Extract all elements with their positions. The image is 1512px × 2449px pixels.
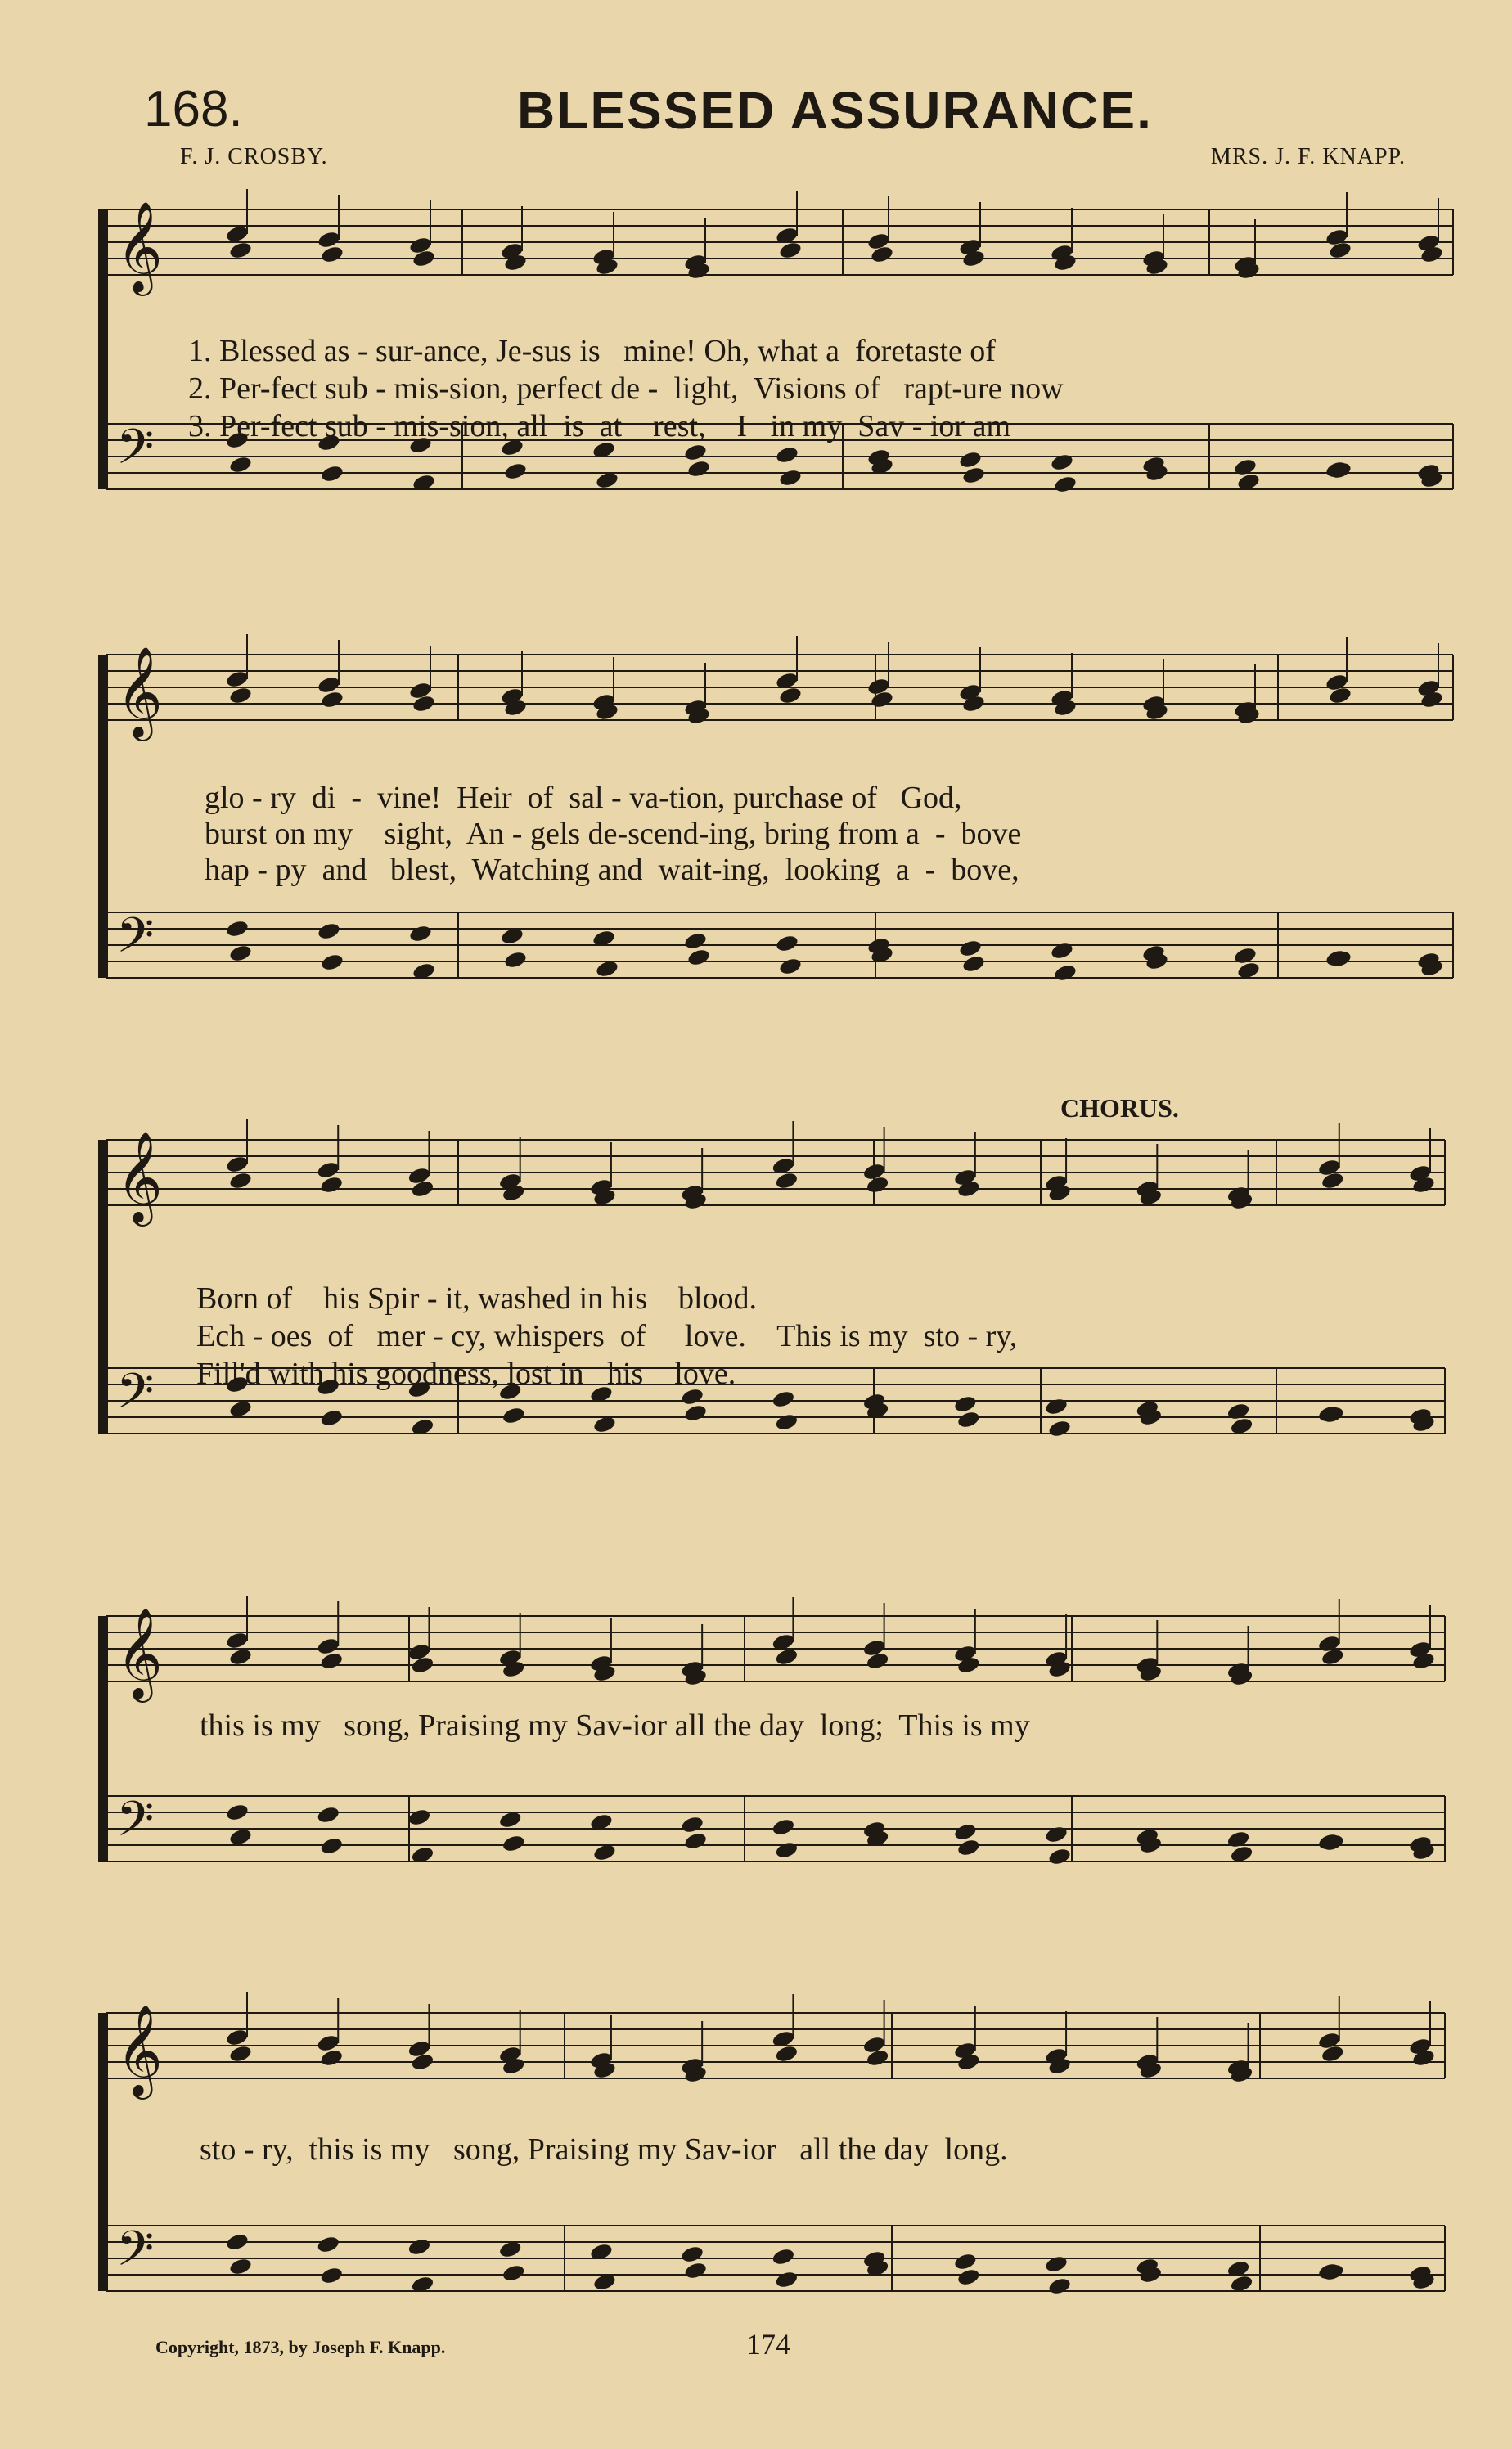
note-head xyxy=(502,1834,526,1853)
note-head xyxy=(1226,1402,1251,1421)
bass-clef-icon: 𝄢 xyxy=(116,907,155,975)
hymn-title: BLESSED ASSURANCE. xyxy=(517,81,1153,140)
note-head xyxy=(683,1403,708,1423)
note-head xyxy=(319,1408,344,1428)
note-head xyxy=(771,1817,795,1837)
treble-clef-icon: 𝄞 xyxy=(116,1607,163,1699)
note-head xyxy=(1233,946,1258,966)
system-4-refrain: this is my song, Praising my Sav-ior all the day long; This is my xyxy=(200,1708,1030,1743)
note-head xyxy=(956,2267,981,2287)
note-head xyxy=(683,1831,708,1851)
note-head xyxy=(225,2028,250,2047)
system-5-refrain: sto - ry, this is my song, Praising my Sav-ior all the day long. xyxy=(200,2132,1008,2167)
note-head xyxy=(228,455,253,475)
note-head xyxy=(503,950,528,970)
note-head xyxy=(1053,963,1078,983)
note-head xyxy=(775,934,799,953)
composer-credit: MRS. J. F. KNAPP. xyxy=(1210,144,1406,169)
system-3-verse-1: Born of his Spir - it, washed in his blood. xyxy=(196,1281,758,1316)
system-2-verse-2: burst on my sight, An - gels de-scend-ing, bring from a - bove xyxy=(205,817,1022,851)
note-head xyxy=(228,1647,253,1667)
note-head xyxy=(228,1171,253,1191)
note-head xyxy=(503,461,528,481)
note-head xyxy=(683,2261,708,2280)
note-head xyxy=(316,1636,340,1656)
note-head xyxy=(680,1815,704,1834)
bass-clef-icon: 𝄢 xyxy=(116,418,155,487)
chorus-label: CHORUS. xyxy=(1060,1093,1179,1123)
note-head xyxy=(225,224,250,244)
system-1-verse-2: 2. Per-fect sub - mis-sion, perfect de - light, Visions of rapt-ure now xyxy=(188,371,1064,406)
note-head xyxy=(1226,1830,1251,1849)
note-head xyxy=(778,957,803,976)
note-head xyxy=(953,1822,978,1842)
note-head xyxy=(778,468,803,488)
note-head xyxy=(317,675,341,695)
note-head xyxy=(316,1160,340,1180)
note-head xyxy=(686,459,711,479)
bass-clef-icon: 𝄢 xyxy=(116,1790,155,1859)
hymn-number: 168. xyxy=(144,81,243,137)
note-head xyxy=(319,2048,344,2068)
note-head xyxy=(320,952,344,972)
note-head xyxy=(319,1175,344,1195)
note-head xyxy=(316,2235,340,2254)
note-head xyxy=(319,1651,344,1671)
note-head xyxy=(1044,1397,1069,1416)
note-head xyxy=(502,1406,526,1425)
system-2-verse-1: glo - ry di - vine! Heir of sal - va-tion, purchase of God, xyxy=(205,781,962,815)
note-head xyxy=(680,2244,704,2264)
note-head xyxy=(1050,452,1074,472)
note-head xyxy=(1047,1847,1072,1866)
note-head xyxy=(225,1631,250,1650)
note-head xyxy=(225,2232,250,2252)
bass-clef-icon: 𝄢 xyxy=(116,1362,155,1431)
note-head xyxy=(953,1394,978,1414)
note-head xyxy=(320,464,344,484)
note-head xyxy=(778,241,803,260)
note-head xyxy=(1044,1825,1069,1844)
note-head xyxy=(1044,2254,1069,2274)
note-head xyxy=(320,245,344,264)
note-head xyxy=(1047,2276,1072,2296)
note-head xyxy=(774,1412,799,1432)
note-head xyxy=(319,1836,344,1856)
note-head xyxy=(317,921,341,941)
note-head xyxy=(771,1389,795,1409)
note-head xyxy=(228,2257,253,2276)
treble-clef-icon: 𝄞 xyxy=(116,1131,163,1222)
note-head xyxy=(228,2044,253,2064)
note-head xyxy=(778,686,803,705)
system-2-verse-3: hap - py and blest, Watching and wait-ing, looking a - bove, xyxy=(205,853,1019,887)
note-head xyxy=(1226,2259,1251,2279)
note-head xyxy=(1233,457,1258,477)
note-head xyxy=(228,1827,253,1847)
note-head xyxy=(953,2252,978,2271)
note-head xyxy=(774,1840,799,1860)
copyright-notice: Copyright, 1873, by Joseph F. Knapp. xyxy=(155,2337,446,2357)
note-head xyxy=(961,466,986,485)
bass-clef-icon: 𝄢 xyxy=(116,2220,155,2289)
note-head xyxy=(1050,941,1074,961)
note-head xyxy=(407,1807,432,1827)
note-head xyxy=(775,445,799,465)
note-head xyxy=(225,1803,250,1822)
system-3-verse-2: Ech - oes of mer - cy, whispers of love. This is my sto - ry, xyxy=(196,1319,1018,1353)
note-head xyxy=(316,1805,340,1825)
note-head xyxy=(683,931,708,951)
note-head xyxy=(1047,1419,1072,1438)
treble-clef-icon: 𝄞 xyxy=(116,2004,163,2096)
note-head xyxy=(319,2266,344,2285)
note-head xyxy=(1053,475,1078,494)
note-head xyxy=(225,919,250,939)
treble-clef-icon: 𝄞 xyxy=(116,646,163,737)
note-head xyxy=(228,241,253,260)
note-head xyxy=(228,686,253,705)
lyricist-credit: F. J. CROSBY. xyxy=(180,144,328,169)
note-head xyxy=(956,1838,981,1857)
note-head xyxy=(317,230,341,250)
note-head xyxy=(961,954,986,974)
note-head xyxy=(958,450,983,470)
system-1-verse-3: 3. Per-fect sub - mis-sion, all is at rest, I in my Sav - ior am xyxy=(188,409,1011,443)
note-head xyxy=(686,948,711,967)
note-head xyxy=(320,690,344,709)
note-head xyxy=(774,2270,799,2289)
system-3-verse-3: Fill'd with his goodness, lost in his love. xyxy=(196,1357,736,1391)
note-head xyxy=(774,2044,799,2064)
note-head xyxy=(774,1647,799,1667)
note-head xyxy=(956,1410,981,1429)
note-head xyxy=(225,1155,250,1174)
note-head xyxy=(408,924,433,943)
treble-clef-icon: 𝄞 xyxy=(116,200,163,292)
note-head xyxy=(316,2033,340,2053)
note-head xyxy=(771,2247,795,2267)
page-number: 174 xyxy=(746,2328,790,2361)
note-head xyxy=(225,669,250,689)
note-head xyxy=(228,943,253,963)
system-1-verse-1: 1. Blessed as - sur-ance, Je-sus is mine! Oh, what a foretaste of xyxy=(188,334,996,368)
note-head xyxy=(502,2263,526,2283)
note-head xyxy=(228,1399,253,1419)
note-head xyxy=(407,2237,432,2257)
note-head xyxy=(774,1171,799,1191)
note-head xyxy=(958,939,983,958)
note-head xyxy=(683,443,708,462)
